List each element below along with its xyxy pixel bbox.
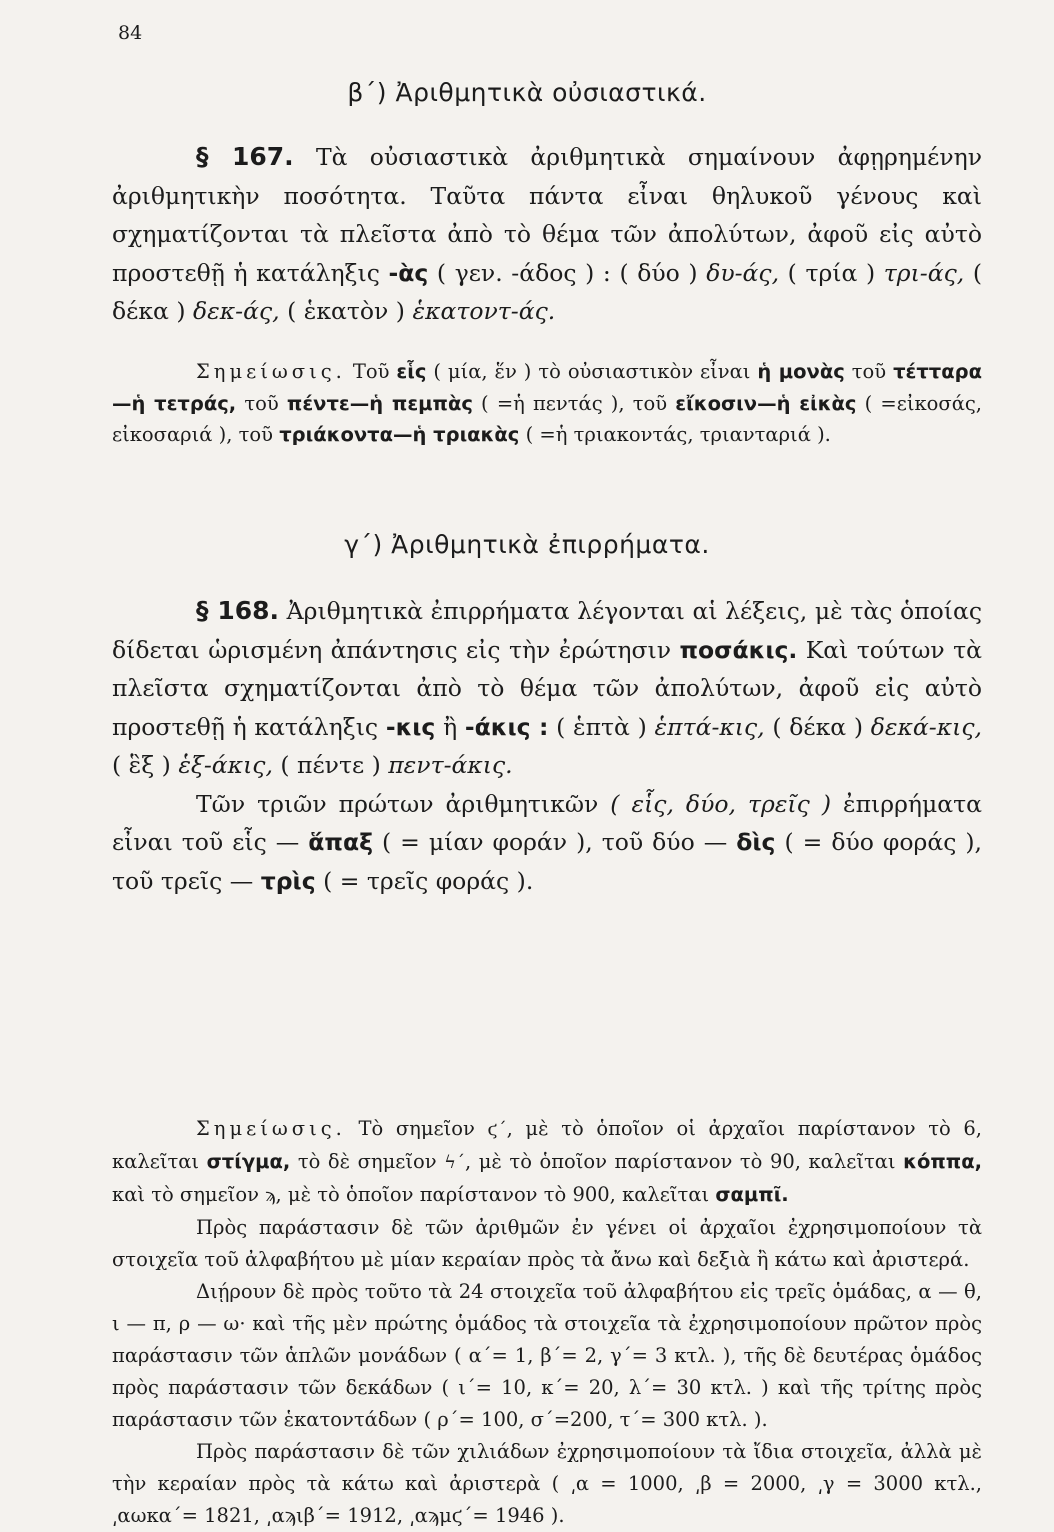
text-run: ( = τρεῖς φοράς ). — [315, 866, 534, 895]
text-run: , μὲ τὸ ὁποῖον οἱ ἀρχαῖοι παρίστανον τὸ 6, καλεῖται — [112, 1117, 982, 1173]
bold-term: κόππα, — [903, 1150, 983, 1173]
text-run: ( τρία ) — [779, 258, 884, 287]
text-run: ( πέντε ) — [272, 751, 389, 779]
italic-example: ἑξ-άκις, — [178, 751, 273, 779]
section-heading-nouns: β΄) Ἀριθμητικὰ οὐσιαστικά. — [347, 78, 707, 107]
bold-term: εἷς — [396, 360, 427, 383]
note-168-text — [112, 1113, 982, 1212]
text-run: ( μία, ἕν ) τὸ οὐσιαστικὸν εἶναι — [426, 360, 758, 383]
bold-term: σαμπῖ. — [715, 1183, 789, 1206]
bold-term: εἴκοσιν—ἡ εἰκὰς — [675, 391, 857, 415]
bold-term: τρὶς — [260, 866, 316, 895]
italic-example: ἑπτά-κις, — [654, 712, 765, 741]
paragraph-168 — [112, 592, 982, 900]
italic-example: τρι-άς, — [883, 258, 965, 287]
text-run: , μὲ τὸ ὁποῖον παρίστανον τὸ 900, καλεῖται — [275, 1183, 716, 1206]
note-label: Σημείωσις. — [196, 360, 346, 383]
text-run: ἐπιρρήματα εἶναι τοῦ εἷς — — [112, 789, 982, 856]
bold-term: -ὰς — [388, 258, 429, 287]
text-run: ( δέκα ) — [112, 258, 983, 325]
bold-term: -κις — [385, 712, 436, 741]
paragraph-167-text — [112, 138, 982, 331]
text-run: τοῦ — [844, 360, 894, 383]
koppa-glyph: ϟ΄ — [444, 1152, 466, 1173]
bold-term: στίγμα, — [206, 1150, 291, 1173]
italic-example: δυ-άς, — [706, 258, 780, 287]
text-run: Τὸ σημεῖον — [345, 1117, 488, 1140]
text-run: Τὰ οὐσιαστικὰ ἀριθμητικὰ σημαίνουν ἀφῃρημένην ἀριθμητικὴν ποσότητα. Ταῦτα πάντα εἶναι θηλυκοῦ γένους καὶ σχηματίζονται τὰ πλεῖστα ἀπὸ τὸ θέμα τῶν ἀπολύτων, ἀφοῦ εἰς αὐτὸ προστεθῇ ἡ κατάληξις — [112, 143, 982, 287]
italic-example: ἑκατοντ-άς. — [412, 297, 556, 325]
stigma-glyph: ϛ΄ — [487, 1119, 507, 1140]
note-167 — [112, 356, 982, 451]
note-168 — [112, 1113, 982, 1532]
text-run: ( = μίαν φοράν ), τοῦ δύο — — [373, 828, 737, 856]
bold-term: ποσάκις. — [679, 635, 798, 664]
italic-example: πεντ-άκις. — [388, 751, 513, 779]
note-168-paragraph-3: Διῄρουν δὲ πρὸς τοῦτο τὰ 24 στοιχεῖα τοῦ ἀλφαβήτου εἰς τρεῖς ὁμάδας, α — θ, ι — π, ρ — ω· καὶ τῆς μὲν πρώτης ὁμάδος τὰ στοιχεῖα τὰ ἐχρησιμοποίουν πρῶτον πρὸς παράστασιν τῶν ἁπλῶν μονάδων ( α΄= 1, β΄= 2, γ΄= 3 κτλ. ), τῆς δὲ δευτέρας ὁμάδος πρὸς παράστασιν τῶν δεκάδων ( ι΄= 10, κ΄= 20, λ΄= 30 κτλ. ) καὶ τῆς τρίτης πρὸς παράστασιν τῶν ἑκατοντάδων ( ρ΄= 100, σ΄=200, τ΄= 300 κτλ. ). — [112, 1280, 982, 1431]
text-run: ( =ἡ τριακοντάς, τριανταριά ). — [519, 423, 831, 446]
text-run: ( = δύο φοράς ), τοῦ τρεῖς — — [112, 828, 982, 895]
italic-example: δεκά-κις, — [870, 712, 982, 741]
bold-term: δὶς — [736, 828, 776, 856]
bold-term: τέτταρα—ἡ τετράς, — [112, 360, 983, 415]
text-run: Τῶν τριῶν πρώτων ἀριθμητικῶν — [196, 789, 611, 818]
section-number-167: § 167. — [196, 142, 294, 171]
text-run: ( γεν. -άδος ) : ( δύο ) — [428, 258, 707, 287]
sampi-glyph: ϡ — [265, 1185, 276, 1206]
paragraph-167 — [112, 138, 982, 331]
text-run: τὸ δὲ σημεῖον — [290, 1150, 445, 1173]
section-heading-adverbs: γ΄) Ἀριθμητικὰ ἐπιρρήματα. — [344, 530, 710, 559]
bold-term: ἡ μονὰς — [757, 360, 845, 383]
text-run: ( =ἡ πεντάς ), τοῦ — [472, 391, 676, 415]
bold-term: ἅπαξ — [308, 828, 374, 856]
text-run: καὶ τὸ σημεῖον — [112, 1183, 266, 1206]
section-number-168: § 168. — [196, 596, 280, 625]
text-run: τοῦ — [236, 391, 287, 415]
paragraph-168-text — [112, 592, 982, 785]
text-run: ( ἑκατὸν ) — [279, 297, 413, 325]
note-label: Σημείωσις. — [196, 1117, 346, 1140]
paragraph-168-second — [112, 785, 982, 901]
note-168-paragraph-2: Πρὸς παράστασιν δὲ τῶν ἀριθμῶν ἐν γένει οἱ ἀρχαῖοι ἐχρησιμοποίουν τὰ στοιχεῖα τοῦ ἀλφαβήτου μὲ μίαν κεραίαν πρὸς τὰ ἄνω καὶ δεξιὰ ἢ κάτω καὶ ἀριστερά. — [112, 1216, 982, 1271]
note-167-text — [112, 356, 982, 451]
italic-example: ( εἷς, δύο, τρεῖς ) — [610, 789, 831, 818]
text-run: Τοῦ — [345, 360, 397, 383]
bold-term: πέντε—ἡ πεμπὰς — [286, 391, 473, 415]
bold-term: τριάκοντα—ἡ τριακὰς — [279, 423, 520, 446]
text-run: ( ἑπτὰ ) — [548, 712, 655, 741]
text-run: , μὲ τὸ ὁποῖον παρίστανον τὸ 90, καλεῖται — [465, 1150, 904, 1173]
note-168-paragraph-4: Πρὸς παράστασιν δὲ τῶν χιλιάδων ἐχρησιμοποίουν τὰ ἴδια στοιχεῖα, ἀλλὰ μὲ τὴν κεραίαν πρὸς τὰ κάτω καὶ ἀριστερὰ ( ͵α = 1000, ͵β = 2000, ͵γ = 3000 κτλ., ͵αωκα΄= 1821, ͵αϡιβ΄= 1912, ͵αϡμϛ΄= 1946 ). — [112, 1440, 982, 1527]
text-run: ( =εἰκοσάς, εἰκοσαριά ), τοῦ — [112, 391, 982, 446]
text-run: Ἀριθμητικὰ ἐπιρρήματα λέγονται αἱ λέξεις, μὲ τὰς ὁποίας δίδεται ὡρισμένη ἀπάντησις εἰς τὴν ἐρώτησιν — [112, 597, 982, 664]
bold-term: -άκις : — [464, 712, 549, 741]
text-run: ἢ — [435, 712, 465, 741]
italic-example: δεκ-άς, — [193, 297, 280, 325]
text-run: Καὶ τούτων τὰ πλεῖστα σχηματίζονται ἀπὸ τὸ θέμα τῶν ἀπολύτων, ἀφοῦ εἰς αὐτὸ προστεθῇ ἡ κατάληξις — [112, 635, 982, 741]
text-run: ( δέκα ) — [764, 712, 871, 741]
text-run: ( ἓξ ) — [112, 751, 179, 779]
page-number: 84 — [118, 22, 143, 44]
